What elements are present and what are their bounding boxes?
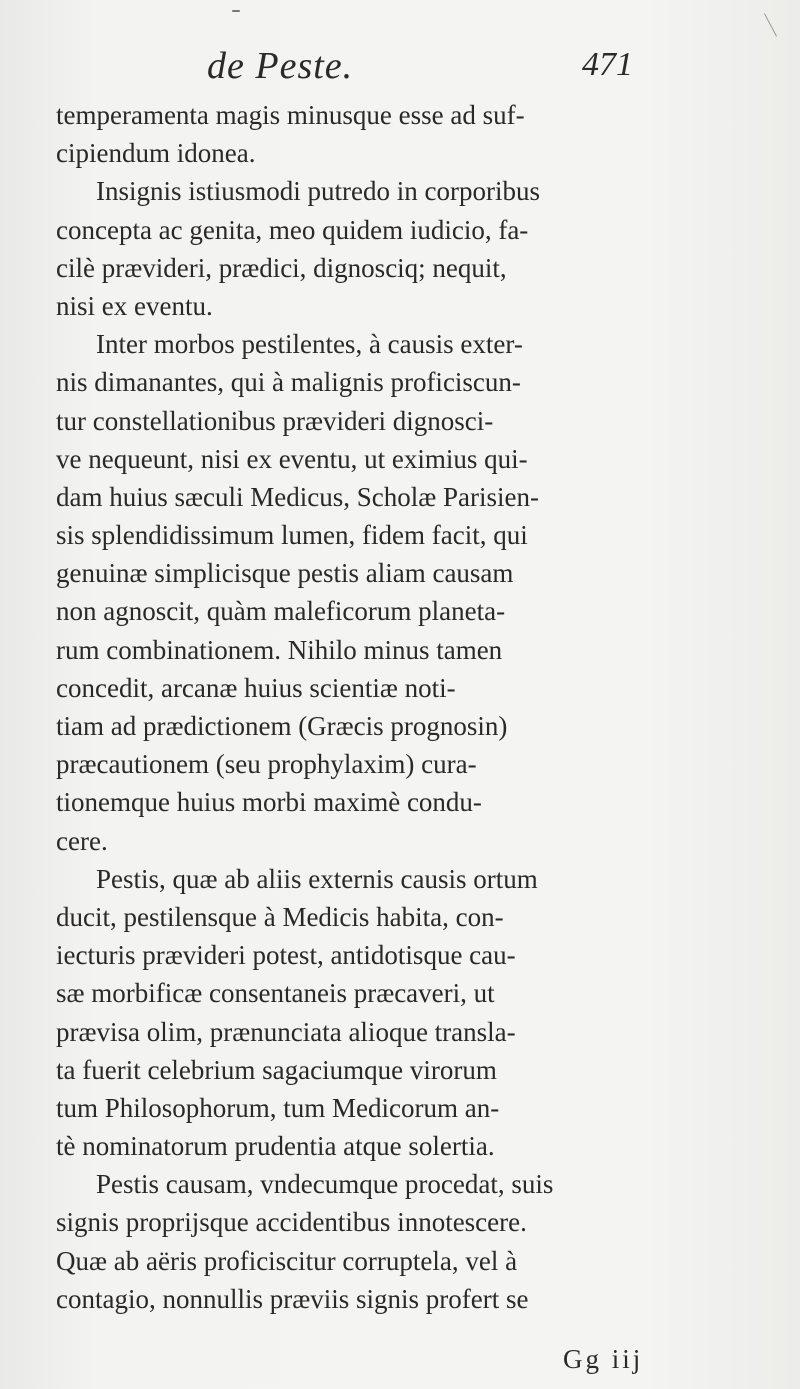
text-line: tur constellationibus prævideri dignosci- bbox=[56, 405, 494, 436]
text-line: contagio, nonnullis præviis signis profert se bbox=[56, 1283, 529, 1314]
text-line: tiam ad prædictionem (Græcis prognosin) bbox=[56, 711, 508, 741]
text-line: Insignis istiusmodi putredo in corporibus bbox=[96, 176, 540, 207]
text-line: signis proprijsque accidentibus innotescere. bbox=[56, 1207, 527, 1238]
text-line: concepta ac genita, meo quidem iudicio, fa- bbox=[56, 214, 529, 245]
text-line: sis splendidissimum lumen, fidem facit, qui bbox=[56, 520, 528, 551]
text-line: tum Philosophorum, tum Medicorum an- bbox=[56, 1092, 500, 1123]
text-line: rum combinationem. Nihilo minus tamen bbox=[56, 634, 503, 665]
text-line: nisi ex eventu. bbox=[56, 290, 213, 321]
text-line: tè nominatorum prudentia atque solertia. bbox=[56, 1131, 495, 1162]
text-line: concedit, arcanæ huius scientiæ noti- bbox=[56, 672, 456, 703]
text-line: genuinæ simplicisque pestis aliam causam bbox=[56, 558, 514, 589]
text-line: ve nequeunt, nisi ex eventu, ut eximius qui- bbox=[56, 443, 528, 474]
text-line: tionemque huius morbi maximè condu- bbox=[56, 787, 482, 818]
page-edge-mark bbox=[764, 13, 777, 36]
text-line: præcautionem (seu prophylaxim) cura- bbox=[56, 749, 477, 780]
text-line: cipiendum idonea. bbox=[56, 138, 256, 169]
text-line: ta fuerit celebrium sagaciumque virorum bbox=[56, 1054, 497, 1085]
ink-smudge bbox=[232, 10, 240, 12]
body-text bbox=[56, 96, 786, 1318]
text-line: Inter morbos pestilentes, à causis exter- bbox=[96, 329, 523, 360]
text-line: nis dimanantes, qui à malignis proficiscun- bbox=[56, 367, 521, 398]
text-line: sæ morbificæ consentaneis præcaveri, ut bbox=[56, 978, 495, 1009]
page-number: 471 bbox=[582, 46, 633, 83]
text-line: iecturis prævideri potest, antidotisque cau- bbox=[56, 940, 516, 971]
text-line: Quæ ab aëris proficiscitur corruptela, vel à bbox=[56, 1245, 518, 1276]
text-line: ducit, pestilensque à Medicis habita, con- bbox=[56, 901, 504, 932]
text-line: temperamenta magis minusque esse ad suf- bbox=[56, 100, 525, 130]
running-title: de Peste. bbox=[207, 45, 354, 87]
text-line: non agnoscit, quàm maleficorum planeta- bbox=[56, 596, 506, 627]
text-line: cere. bbox=[56, 825, 108, 856]
text-line: cilè prævideri, prædici, dignosciq; nequit, bbox=[56, 252, 507, 283]
page-header bbox=[0, 44, 800, 90]
text-line: Pestis causam, vndecumque procedat, suis bbox=[96, 1169, 554, 1200]
text-line: Pestis, quæ ab aliis externis causis ortum bbox=[96, 863, 538, 894]
text-line: prævisa olim, prænunciata alioque transla- bbox=[56, 1016, 516, 1047]
text-line: dam huius sæculi Medicus, Scholæ Parisien- bbox=[56, 481, 539, 512]
signature-mark: Gg iij bbox=[563, 1344, 644, 1374]
